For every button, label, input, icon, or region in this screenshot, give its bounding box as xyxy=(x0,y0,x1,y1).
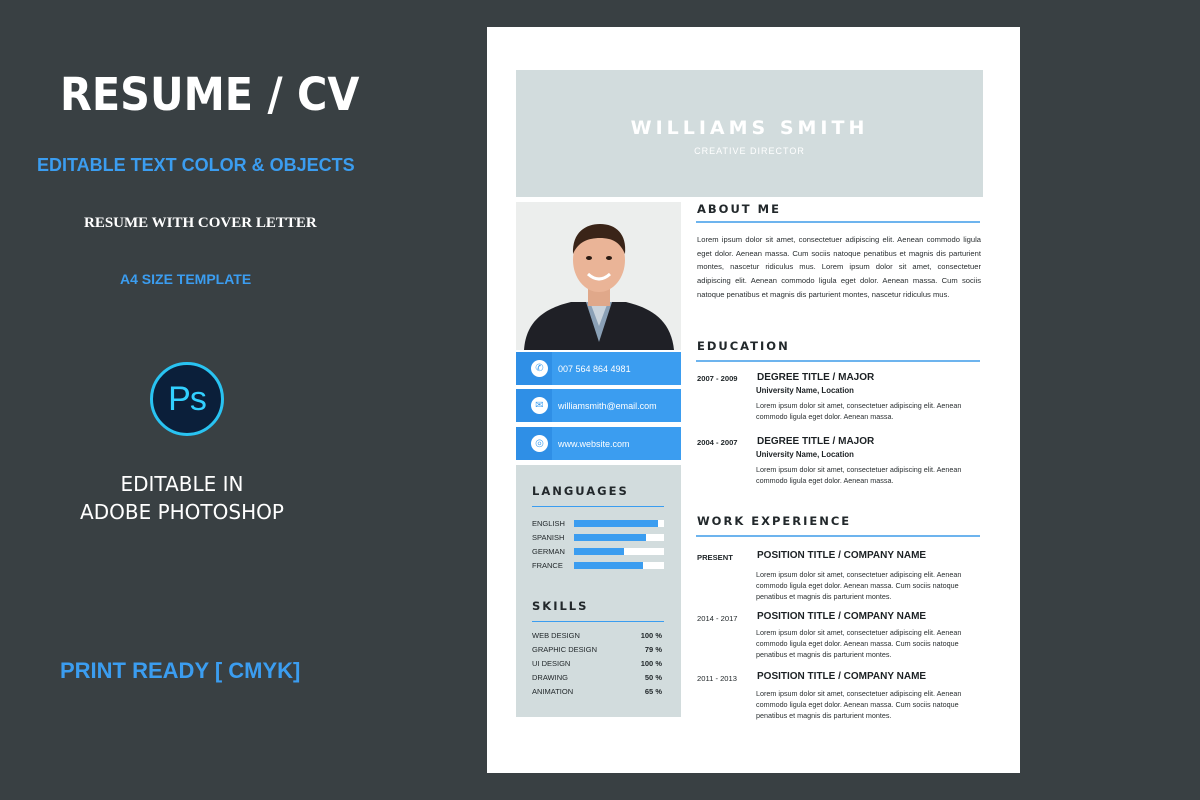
work-title: POSITION TITLE / COMPANY NAME xyxy=(757,671,927,682)
photoshop-icon-label: Ps xyxy=(168,379,206,418)
languages-heading: LANGUAGES xyxy=(532,484,629,498)
language-name: GERMAN xyxy=(532,547,565,556)
promo-cover-letter-text: RESUME WITH COVER LETTER xyxy=(84,215,317,231)
skill-item xyxy=(532,687,662,697)
phone-icon: ✆ xyxy=(531,360,548,377)
skill-name: ANIMATION xyxy=(532,687,574,696)
language-bar-fill xyxy=(574,534,646,541)
language-bar xyxy=(574,548,664,555)
work-date: 2014 - 2017 xyxy=(697,614,738,623)
resume-role: CREATIVE DIRECTOR xyxy=(694,146,805,156)
language-name: ENGLISH xyxy=(532,519,565,528)
contact-website-text: www.website.com xyxy=(558,438,630,449)
promo-editable-text: EDITABLE TEXT COLOR & OBJECTS xyxy=(37,155,355,175)
skill-name: GRAPHIC DESIGN xyxy=(532,645,598,654)
skill-name: UI DESIGN xyxy=(532,659,571,668)
education-text: Lorem ipsum dolor sit amet, consectetuer adipiscing elit. Aenean commodo ligula eget dolor. Aenean massa. xyxy=(756,401,962,421)
about-heading: ABOUT ME xyxy=(697,202,781,216)
education-divider xyxy=(696,360,980,362)
skills-heading: SKILLS xyxy=(532,599,589,613)
education-heading: EDUCATION xyxy=(697,339,790,353)
language-item xyxy=(532,519,664,529)
language-bar-fill xyxy=(574,548,624,555)
promo-editable-in-line1: EDITABLE IN xyxy=(120,472,244,496)
work-date: 2011 - 2013 xyxy=(697,674,737,683)
promo-a4-size-text: A4 SIZE TEMPLATE xyxy=(120,271,252,287)
email-icon: ✉ xyxy=(531,397,548,414)
skill-name: DRAWING xyxy=(532,673,568,682)
skill-percent: 79 % xyxy=(644,645,662,654)
language-item xyxy=(532,533,664,543)
language-bar xyxy=(574,562,664,569)
contact-website[interactable] xyxy=(516,427,681,460)
work-title: POSITION TITLE / COMPANY NAME xyxy=(757,550,927,561)
language-bar xyxy=(574,534,664,541)
work-heading: WORK EXPERIENCE xyxy=(697,514,852,528)
resume-name: WILLIAMS SMITH xyxy=(630,117,869,139)
education-school: University Name, Location xyxy=(756,450,854,459)
language-bar-fill xyxy=(574,520,658,527)
promo-print-ready-text: PRINT READY [ CMYK] xyxy=(60,658,301,683)
skill-name: WEB DESIGN xyxy=(532,631,580,640)
education-date: 2004 - 2007 xyxy=(697,438,738,447)
profile-photo xyxy=(516,202,681,350)
resume-sheet xyxy=(487,27,1020,773)
work-divider xyxy=(696,535,980,537)
skill-percent: 100 % xyxy=(640,659,662,668)
education-date: 2007 - 2009 xyxy=(697,374,738,383)
education-text: Lorem ipsum dolor sit amet, consectetuer adipiscing elit. Aenean commodo ligula eget dolor. Aenean massa. xyxy=(756,465,962,485)
languages-divider xyxy=(532,506,664,507)
contact-email-text: williamsmith@email.com xyxy=(558,400,657,411)
sidebar-panel xyxy=(516,465,681,717)
language-item xyxy=(532,547,664,557)
work-title: POSITION TITLE / COMPANY NAME xyxy=(757,611,927,622)
about-divider xyxy=(696,221,980,223)
contact-phone-text: 007 564 864 4981 xyxy=(558,363,631,374)
skill-item xyxy=(532,645,662,655)
skill-item xyxy=(532,673,662,683)
education-title: DEGREE TITLE / MAJOR xyxy=(757,436,875,447)
language-name: FRANCE xyxy=(532,561,563,570)
skill-percent: 65 % xyxy=(644,687,662,696)
contact-email[interactable] xyxy=(516,389,681,422)
photoshop-icon xyxy=(150,362,224,436)
work-date: PRESENT xyxy=(697,553,733,562)
skill-item xyxy=(532,631,662,641)
promo-editable-in-line2: ADOBE PHOTOSHOP xyxy=(80,500,284,524)
promo-title: RESUME / CV xyxy=(60,68,360,121)
resume-header xyxy=(516,70,983,197)
skill-item xyxy=(532,659,662,669)
globe-icon: ◎ xyxy=(531,435,548,452)
education-title: DEGREE TITLE / MAJOR xyxy=(757,372,875,383)
language-name: SPANISH xyxy=(532,533,565,542)
work-text: Lorem ipsum dolor sit amet, consectetuer adipiscing elit. Aenean commodo ligula eget dolor. Aenean massa. Cum sociis natoque penatibus et magnis dis parturient montes. xyxy=(756,689,962,720)
skills-divider xyxy=(532,621,664,622)
contact-phone[interactable] xyxy=(516,352,681,385)
education-school: University Name, Location xyxy=(756,386,854,395)
work-text: Lorem ipsum dolor sit amet, consectetuer adipiscing elit. Aenean commodo ligula eget dolor. Aenean massa. Cum sociis natoque penatibus et magnis dis parturient montes. xyxy=(756,628,962,659)
language-bar xyxy=(574,520,664,527)
work-text: Lorem ipsum dolor sit amet, consectetuer adipiscing elit. Aenean commodo ligula eget dolor. Aenean massa. Cum sociis natoque penatibus et magnis dis parturient montes. xyxy=(756,570,962,601)
about-text: Lorem ipsum dolor sit amet, consectetuer adipiscing elit. Aenean commodo ligula eget dolor. Aenean massa. Cum sociis natoque penatibus et magnis dis parturient montes, nascetur ridiculus mus. Lorem ipsum dolor sit amet, consectetuer adipiscing elit. Aenean commodo ligula eget dolor. Aenean massa. Cum sociis natoque penatibus et magnis dis parturient montes, nascetur ridiculus mus. xyxy=(697,235,981,299)
skill-percent: 50 % xyxy=(644,673,662,682)
language-item xyxy=(532,561,664,571)
skill-percent: 100 % xyxy=(640,631,662,640)
language-bar-fill xyxy=(574,562,643,569)
